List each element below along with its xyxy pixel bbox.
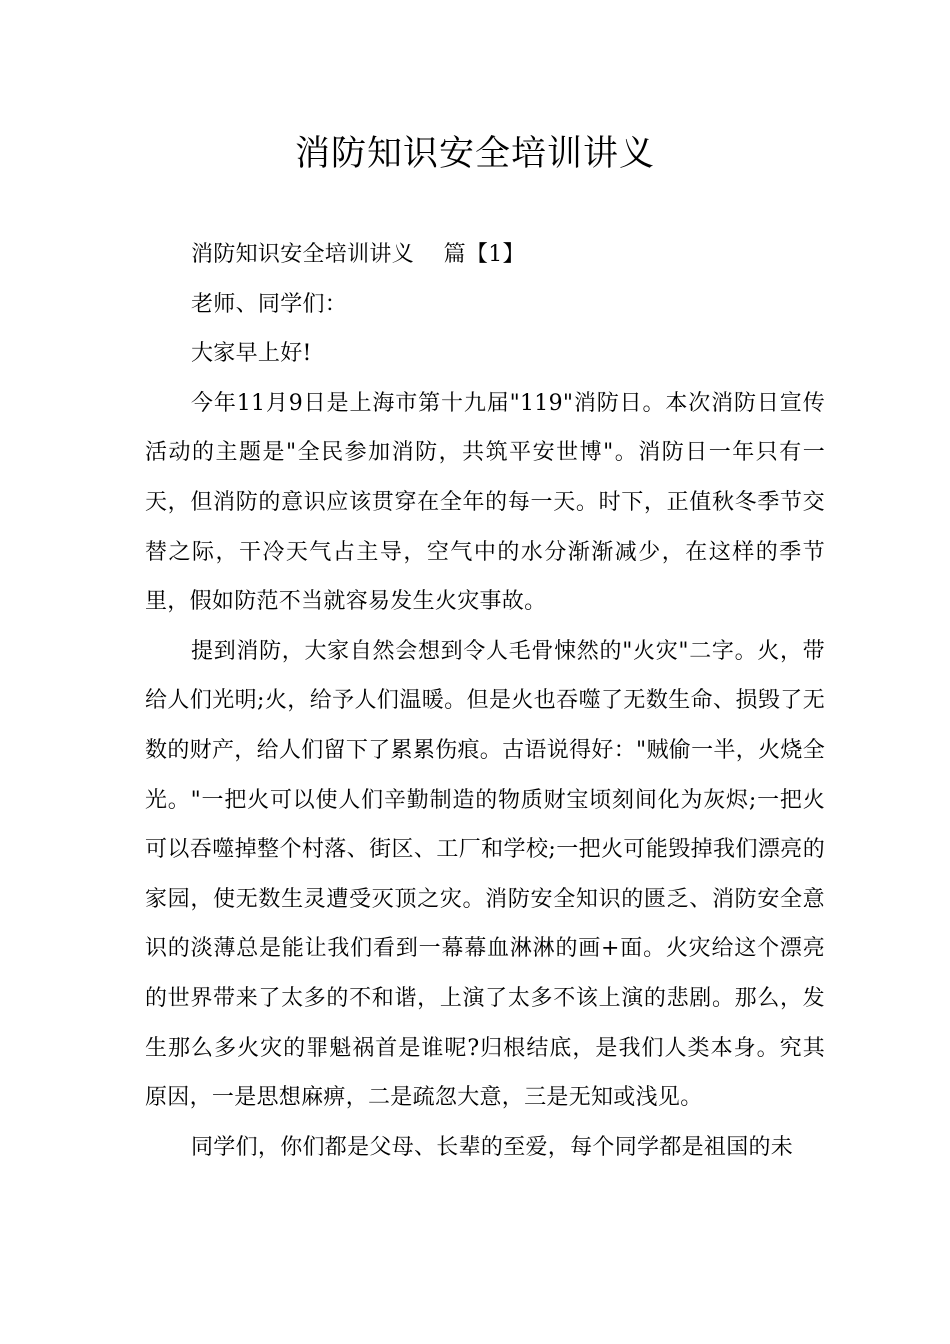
paragraph-1: 今年11月9日是上海市第十九届"119"消防日。本次消防日宣传活动的主题是"全民参加消防，共筑平安世博"。消防日一年只有一天，但消防的意识应该贯穿在全年的每一天。时下，正值秋冬季节交替之际，干冷天气占主导，空气中的水分渐渐减少，在这样的季节里，假如防范不当就容易发生火灾事故。 bbox=[145, 390, 825, 615]
paragraph-2: 提到消防，大家自然会想到令人毛骨悚然的"火灾"二字。火，带给人们光明;火，给予人们温暖。但是火也吞噬了无数生命、损毁了无数的财产，给人们留下了累累伤痕。古语说得好："贼偷一半，火烧全光。"一把火可以使人们辛勤制造的物质财宝顷刻间化为灰烬;一把火可以吞噬掉整个村落、街区、工厂和学校;一把火可能毁掉我们漂亮的家园，使无数生灵遭受灭顶之灾。消防安全知识的匮乏、消防安全意识的淡薄总是能让我们看到一幕幕血淋淋的画+面。火灾给这个漂亮的世界带来了太多的不和谐，上演了太多不该上演的悲剧。那么，发生那么多火灾的罪魁祸首是谁呢?归根结底，是我们人类本身。究其原因，一是思想麻痹，二是疏忽大意，三是无知或浅见。 bbox=[145, 638, 825, 1111]
greeting-line: 老师、同学们： bbox=[191, 291, 348, 317]
document-body bbox=[145, 230, 825, 1172]
section-heading: 消防知识安全培训讲义 篇【1】 bbox=[191, 242, 525, 267]
paragraph-3: 同学们，你们都是父母、长辈的至爱，每个同学都是祖国的未 bbox=[191, 1134, 794, 1160]
document-title: 消防知识安全培训讲义 bbox=[294, 134, 655, 174]
opening-line: 大家早上好! bbox=[191, 341, 312, 367]
